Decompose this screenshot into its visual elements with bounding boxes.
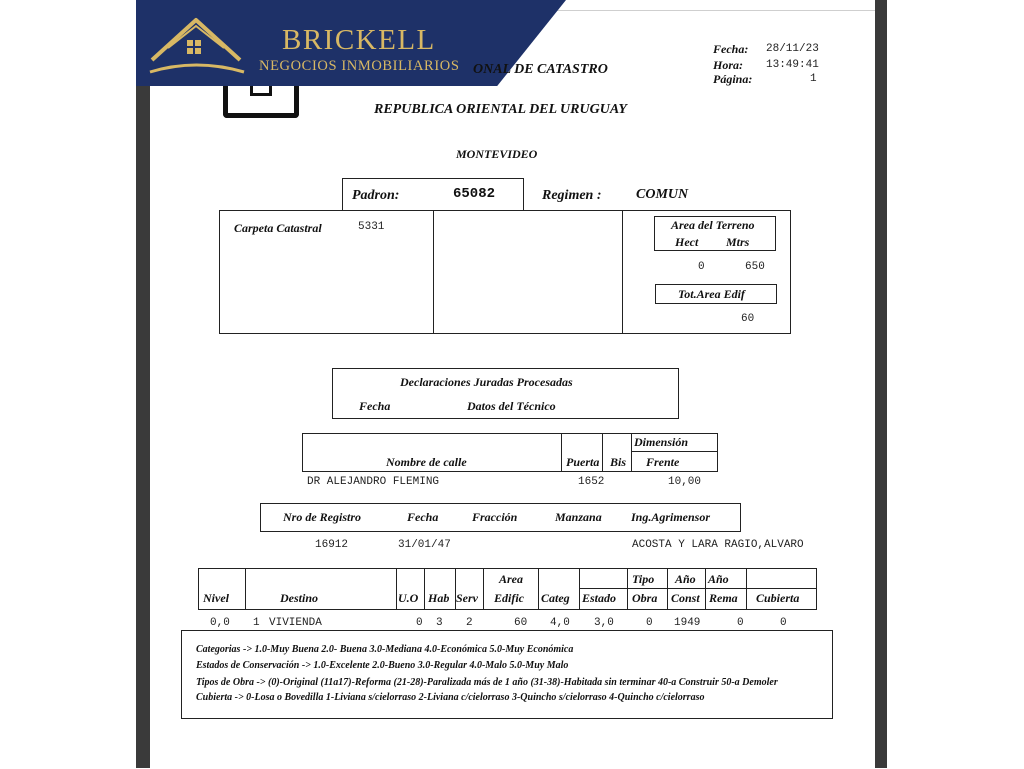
padron-value: 65082 xyxy=(453,186,496,202)
serv-header: Serv xyxy=(456,591,478,605)
divider xyxy=(631,433,632,472)
nivel-value: 0,0 xyxy=(210,617,230,629)
legend-cubierta: Cubierta -> 0-Losa o Bovedilla 1-Liviana s/cielorraso 2-Liviana c/cielorraso 3-Quincho s/cielorraso 4-Quincho c/cielorraso xyxy=(196,692,705,703)
divider xyxy=(424,568,425,610)
fraccion-label: Fracción xyxy=(472,510,518,524)
nro-registro-label: Nro de Registro xyxy=(283,510,361,524)
area-terreno-title: Area del Terreno xyxy=(671,218,755,232)
ano-const-header-top: Año xyxy=(675,572,696,586)
area-header-top: Area xyxy=(499,572,523,586)
nivel-header: Nivel xyxy=(203,591,229,605)
divider xyxy=(561,433,562,472)
destino-header: Destino xyxy=(280,591,319,605)
regimen-label: Regimen : xyxy=(542,188,602,203)
puerta-label: Puerta xyxy=(566,455,600,469)
viewer-right-border xyxy=(875,0,887,768)
estado-header: Estado xyxy=(582,591,617,605)
estado-value: 3,0 xyxy=(594,617,614,629)
categ-header: Categ xyxy=(541,591,570,605)
divider xyxy=(579,568,580,610)
brand-name: BRICKELL xyxy=(282,24,436,56)
divider xyxy=(627,568,628,610)
tipo-value: 0 xyxy=(646,617,653,629)
country-title: REPUBLICA ORIENTAL DEL URUGUAY xyxy=(374,102,627,117)
cubierta-header: Cubierta xyxy=(756,591,800,605)
org-title: ONAL DE CATASTRO xyxy=(473,62,608,77)
regimen-value: COMUN xyxy=(636,187,689,202)
divider xyxy=(396,568,397,610)
divider xyxy=(631,451,718,452)
divider xyxy=(602,433,603,472)
department-title: MONTEVIDEO xyxy=(456,147,538,161)
legend-categorias: Categorias -> 1.0-Muy Buena 2.0- Buena 3.0-Mediana 4.0-Económica 5.0-Muy Económica xyxy=(196,644,574,655)
uo-header: U.O xyxy=(398,591,419,605)
tipo-header-bottom: Obra xyxy=(632,591,658,605)
nro-registro-value: 16912 xyxy=(315,539,349,551)
divider xyxy=(538,568,539,610)
declaraciones-fecha-label: Fecha xyxy=(359,399,391,413)
frente-value: 10,00 xyxy=(668,476,702,488)
hora-value: 13:49:41 xyxy=(766,59,819,71)
nombre-calle-label: Nombre de calle xyxy=(386,455,467,469)
destino-value: VIVIENDA xyxy=(269,617,322,629)
puerta-value: 1652 xyxy=(578,476,605,488)
brand-subtitle: NEGOCIOS INMOBILIARIOS xyxy=(259,58,460,74)
hab-value: 3 xyxy=(436,617,443,629)
viewer-left-border xyxy=(136,0,150,768)
hect-label: Hect xyxy=(675,235,699,249)
area-value: 60 xyxy=(514,617,528,629)
hora-label: Hora: xyxy=(713,58,743,72)
hect-value: 0 xyxy=(698,261,705,273)
manzana-label: Manzana xyxy=(555,510,602,524)
registro-fecha-label: Fecha xyxy=(407,510,439,524)
area-header-bottom: Edific xyxy=(494,591,524,605)
house-logo-icon xyxy=(148,14,246,78)
padron-label: Padron: xyxy=(352,188,400,203)
carpeta-value: 5331 xyxy=(358,221,385,233)
area-edif-label: Tot.Area Edif xyxy=(678,287,745,301)
ano-const-header-bottom: Const xyxy=(671,591,700,605)
const-value: 1949 xyxy=(674,617,701,629)
divider xyxy=(579,588,817,589)
categ-value: 4,0 xyxy=(550,617,570,629)
carpeta-label: Carpeta Catastral xyxy=(234,221,322,235)
fecha-label: Fecha: xyxy=(713,42,749,56)
mtrs-label: Mtrs xyxy=(726,235,750,249)
pagina-label: Página: xyxy=(713,72,753,86)
destino-num-value: 1 xyxy=(253,617,260,629)
divider xyxy=(622,210,623,334)
fecha-value: 28/11/23 xyxy=(766,43,819,55)
divider xyxy=(746,568,747,610)
registro-fecha-value: 31/01/47 xyxy=(398,539,451,551)
ano-rema-header-bottom: Rema xyxy=(709,591,738,605)
nombre-calle-value: DR ALEJANDRO FLEMING xyxy=(307,476,440,488)
divider xyxy=(705,568,706,610)
declaraciones-tecnico-label: Datos del Técnico xyxy=(467,399,556,413)
bis-label: Bis xyxy=(610,455,627,469)
serv-value: 2 xyxy=(466,617,473,629)
legend-estados: Estados de Conservación -> 1.0-Excelente 2.0-Bueno 3.0-Regular 4.0-Malo 5.0-Muy Malo xyxy=(196,660,569,671)
uo-value: 0 xyxy=(416,617,423,629)
pagina-value: 1 xyxy=(810,73,817,85)
mtrs-value: 650 xyxy=(745,261,765,273)
catastro-logo xyxy=(223,82,299,118)
hab-header: Hab xyxy=(428,591,450,605)
frente-label: Frente xyxy=(646,455,680,469)
dimension-label: Dimensión xyxy=(634,435,689,449)
divider xyxy=(245,568,246,610)
agrimensor-value: ACOSTA Y LARA RAGIO,ALVARO xyxy=(632,539,804,551)
declaraciones-title: Declaraciones Juradas Procesadas xyxy=(400,375,573,389)
rema-value: 0 xyxy=(737,617,744,629)
divider xyxy=(667,568,668,610)
agrimensor-label: Ing.Agrimensor xyxy=(631,510,711,524)
ano-rema-header-top: Año xyxy=(708,572,729,586)
divider xyxy=(433,210,434,334)
cubierta-value: 0 xyxy=(780,617,787,629)
legend-tipos-obra: Tipos de Obra -> (0)-Original (11a17)-Reforma (21-28)-Paralizada más de 1 año (31-38)-Habitada sin terminar 40-a Construir 50-a Demoler xyxy=(196,677,778,688)
tipo-header-top: Tipo xyxy=(632,572,655,586)
divider xyxy=(483,568,484,610)
area-edif-value: 60 xyxy=(741,313,755,325)
